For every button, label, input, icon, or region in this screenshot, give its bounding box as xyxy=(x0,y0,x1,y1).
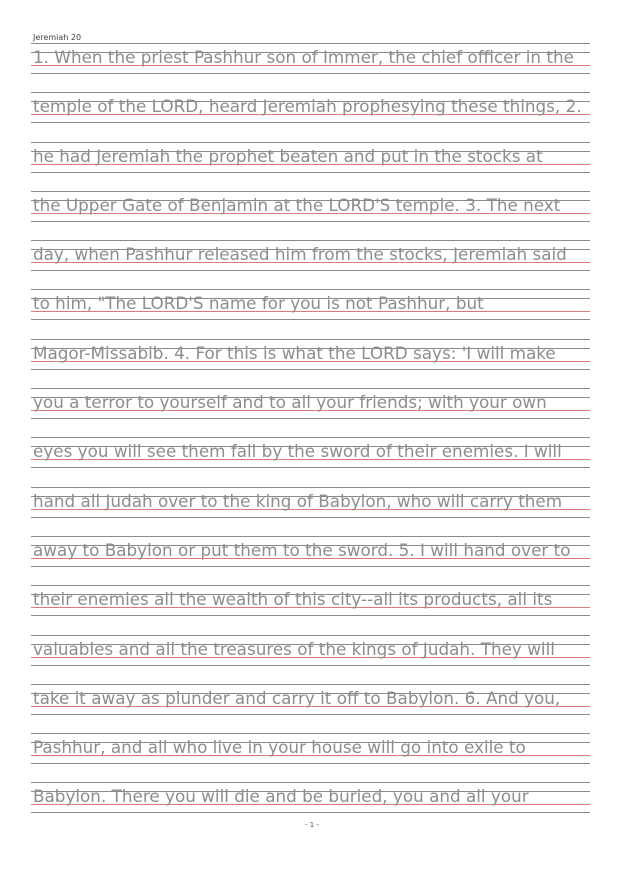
trace-text: temple of the LORD, heard Jeremiah prophesying these things, 2. xyxy=(33,96,582,117)
trace-text: Babylon. There you will die and be buried, you and all your xyxy=(33,786,529,807)
bottom-guide-line xyxy=(31,812,590,813)
trace-text: away to Babylon or put them to the sword. 5. I will hand over to xyxy=(33,539,571,560)
practice-row xyxy=(31,339,590,388)
bottom-guide-line xyxy=(31,763,590,764)
top-guide-line xyxy=(31,191,590,192)
trace-text: to him, "The LORD'S name for you is not Pashhur, but xyxy=(33,293,484,314)
top-guide-line xyxy=(31,782,590,783)
top-guide-line xyxy=(31,240,590,241)
trace-text: hand all Judah over to the king of Babylon, who will carry them xyxy=(33,490,563,511)
top-guide-line xyxy=(31,536,590,537)
practice-row xyxy=(31,585,590,634)
practice-row xyxy=(31,487,590,536)
top-guide-line xyxy=(31,585,590,586)
top-guide-line xyxy=(31,289,590,290)
page-header xyxy=(33,33,81,43)
bottom-guide-line xyxy=(31,122,590,123)
trace-text: day, when Pashhur released him from the stocks, Jeremiah said xyxy=(33,244,567,265)
top-guide-line xyxy=(31,388,590,389)
top-guide-line xyxy=(31,142,590,143)
bottom-guide-line xyxy=(31,73,590,74)
bottom-guide-line xyxy=(31,517,590,518)
trace-text: Pashhur, and all who live in your house will go into exile to xyxy=(33,737,526,758)
practice-row xyxy=(31,635,590,684)
trace-text: 1. When the priest Pashhur son of Immer, the chief officer in the xyxy=(33,47,574,67)
practice-row xyxy=(31,684,590,733)
bottom-guide-line xyxy=(31,467,590,468)
trace-text: valuables and all the treasures of the kings of Judah. They will xyxy=(33,638,555,659)
practice-row xyxy=(31,536,590,585)
bottom-guide-line xyxy=(31,615,590,616)
bottom-guide-line xyxy=(31,319,590,320)
bottom-guide-line xyxy=(31,369,590,370)
bottom-guide-line xyxy=(31,270,590,271)
top-guide-line xyxy=(31,487,590,488)
handwriting-practice-area xyxy=(31,43,590,832)
trace-text: their enemies all the wealth of this city--all its products, all its xyxy=(33,589,553,610)
practice-row xyxy=(31,289,590,338)
bottom-guide-line xyxy=(31,172,590,173)
top-guide-line xyxy=(31,437,590,438)
top-guide-line xyxy=(31,684,590,685)
practice-row xyxy=(31,92,590,141)
top-guide-line xyxy=(31,635,590,636)
page-number: - 1 - xyxy=(305,821,319,829)
practice-row xyxy=(31,388,590,437)
top-guide-line xyxy=(31,43,590,44)
bottom-guide-line xyxy=(31,665,590,666)
trace-text: you a terror to yourself and to all your friends; with your own xyxy=(33,392,547,413)
chapter-title: Jeremiah 20 xyxy=(33,33,82,42)
top-guide-line xyxy=(31,92,590,93)
bottom-guide-line xyxy=(31,418,590,419)
practice-row xyxy=(31,437,590,486)
top-guide-line xyxy=(31,733,590,734)
page-footer xyxy=(0,821,624,829)
practice-row xyxy=(31,43,590,92)
practice-row xyxy=(31,733,590,782)
trace-text: take it away as plunder and carry it off to Babylon. 6. And you, xyxy=(33,687,561,708)
practice-row xyxy=(31,240,590,289)
practice-row xyxy=(31,142,590,191)
trace-text: he had Jeremiah the prophet beaten and put in the stocks at xyxy=(33,145,543,166)
bottom-guide-line xyxy=(31,221,590,222)
practice-row xyxy=(31,191,590,240)
trace-text: eyes you will see them fall by the sword of their enemies. I will xyxy=(33,441,562,462)
top-guide-line xyxy=(31,339,590,340)
bottom-guide-line xyxy=(31,714,590,715)
bottom-guide-line xyxy=(31,566,590,567)
trace-text: Magor-Missabib. 4. For this is what the LORD says: 'I will make xyxy=(33,342,556,363)
trace-text: the Upper Gate of Benjamin at the LORD'S temple. 3. The next xyxy=(33,194,561,215)
